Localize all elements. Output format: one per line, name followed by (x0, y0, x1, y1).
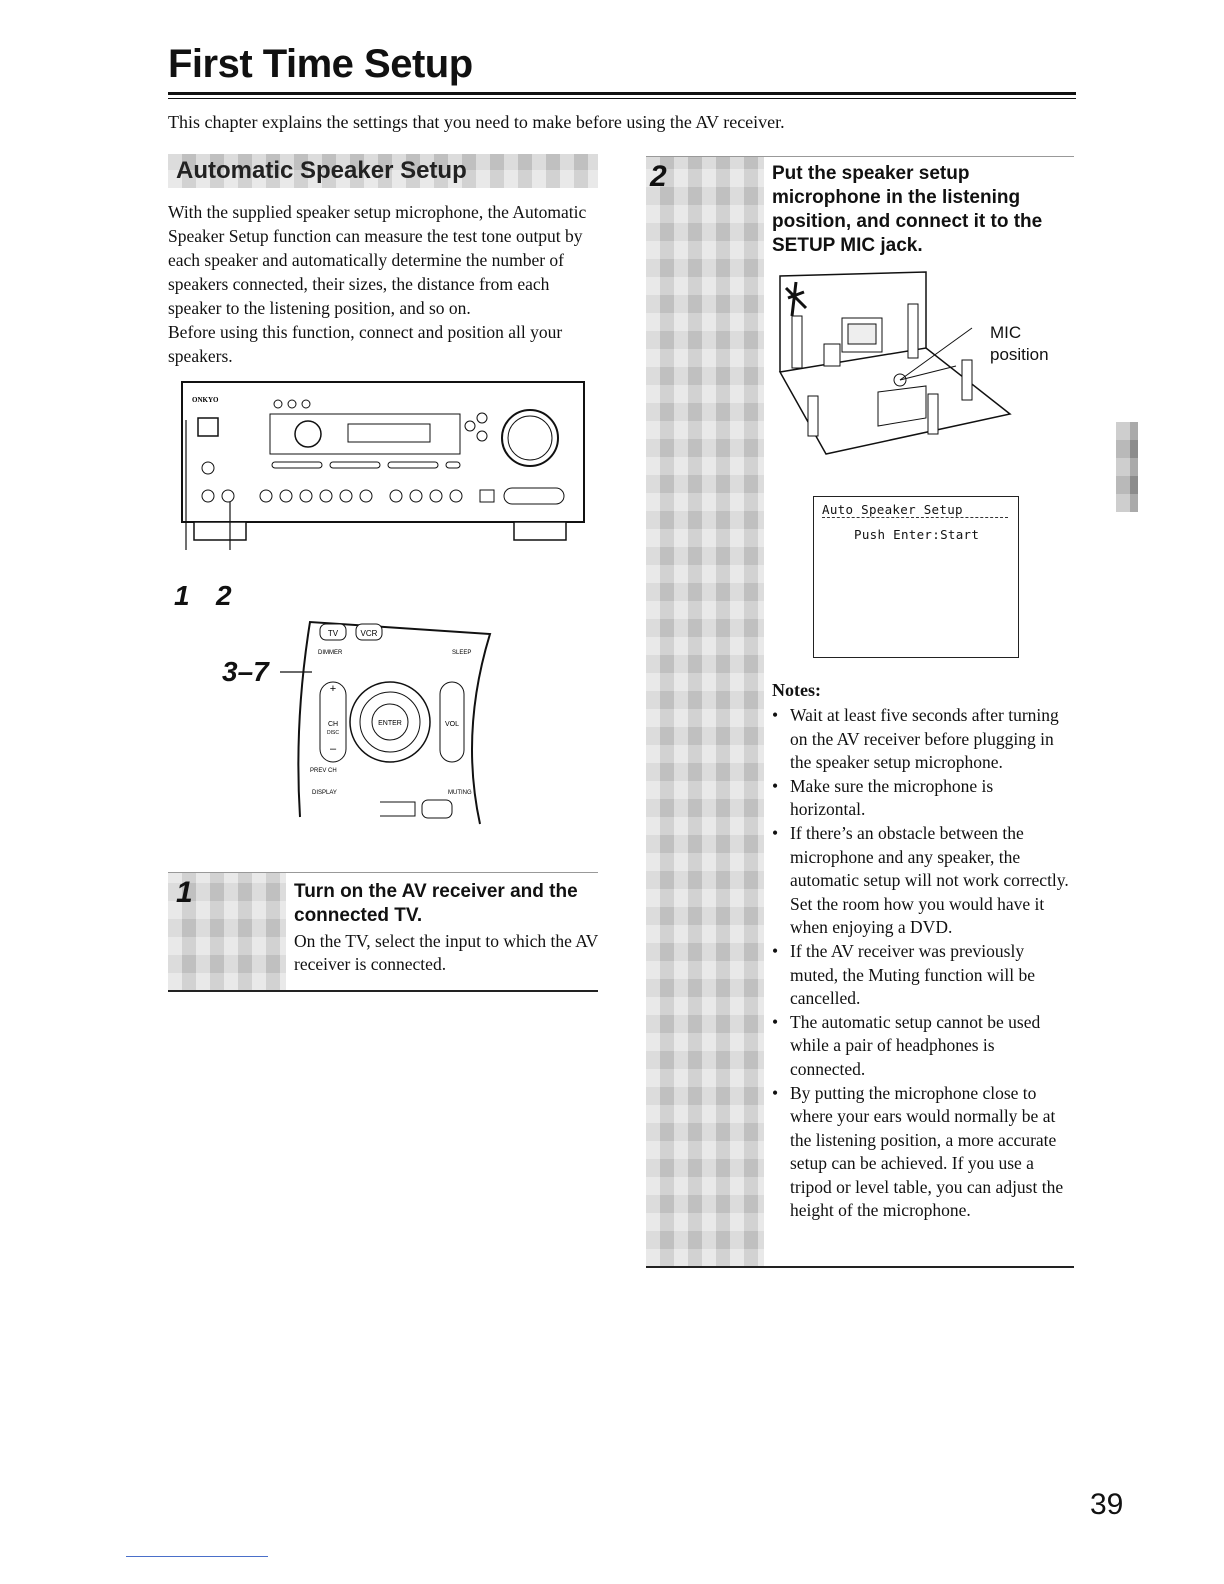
step2-number: 2 (650, 160, 667, 193)
svg-text:DISPLAY: DISPLAY (312, 790, 337, 796)
svg-text:MUTING: MUTING (448, 790, 472, 796)
svg-text:PREV CH: PREV CH (310, 768, 337, 774)
display-divider (822, 517, 1008, 518)
section-paragraph: With the supplied speaker setup microphone, the Automatic Speaker Setup function can measure the test tone output by each speaker and automatically determine the number of speakers connected, their sizes, the distance from each speaker to the listening position, and so on. (168, 202, 587, 318)
svg-text:CH: CH (327, 721, 339, 728)
section-body (168, 200, 600, 368)
title-rule (168, 92, 1076, 95)
receiver-front-panel-illustration (180, 380, 586, 550)
step1-heading: Turn on the AV receiver and the connected TV. (294, 881, 578, 926)
note-item: • If the AV receiver was previously muted, the Muting function will be cancelled. (772, 940, 1070, 1011)
note-item: • The automatic setup cannot be used while a pair of headphones is connected. (772, 1011, 1070, 1082)
svg-text:VOL: VOL (444, 721, 460, 728)
notes-heading: Notes: (772, 680, 821, 700)
step1-bottom-rule (168, 990, 598, 992)
footer-line (126, 1556, 268, 1557)
step1-body: On the TV, select the input to which the AV receiver is connected. (294, 931, 598, 974)
title-rule-thin (168, 98, 1076, 99)
display-line-1: Auto Speaker Setup (822, 502, 963, 517)
note-item: • If there’s an obstacle between the microphone and any speaker, the automatic setup will not work correctly. Set the room how you would have it when enjoying a DVD. (772, 822, 1070, 940)
svg-text:VCR: VCR (360, 629, 378, 638)
step2-number-panel (646, 157, 764, 1267)
step2-heading: Put the speaker setup microphone in the listening position, and connect it to the SETUP MIC jack. (772, 163, 1043, 256)
callout-2: 2 (216, 580, 232, 611)
svg-text:–: – (329, 743, 337, 755)
svg-text:DIMMER: DIMMER (318, 650, 343, 656)
note-item: • Make sure the microphone is horizontal. (772, 775, 1070, 822)
display-screen (813, 496, 1019, 658)
receiver-brand: ONKYO (192, 396, 219, 404)
svg-text:SLEEP: SLEEP (452, 650, 472, 656)
callout-1: 1 (174, 580, 190, 611)
display-line-2: Push Enter:Start (854, 527, 980, 542)
mic-position-label (990, 322, 1049, 366)
svg-text:DISC: DISC (327, 730, 339, 736)
svg-text:+: + (329, 683, 337, 695)
callout-3-7: 3–7 (222, 656, 269, 687)
notes-list (772, 704, 1070, 1223)
step1-number: 1 (176, 876, 193, 909)
step2-bottom-rule (646, 1266, 1074, 1268)
page-title: First Time Setup (168, 42, 473, 86)
page-number: 39 (1090, 1488, 1124, 1521)
note-item: • Wait at least five seconds after turning on the AV receiver before plugging in the speaker setup microphone. (772, 704, 1070, 775)
listening-room-illustration (776, 268, 1012, 460)
chapter-side-tab (1116, 422, 1138, 512)
section-title: Automatic Speaker Setup (176, 157, 467, 184)
svg-text:ENTER: ENTER (378, 720, 402, 727)
mic-label: MIC (990, 323, 1022, 342)
remote-control-illustration (280, 612, 580, 827)
note-item: • By putting the microphone close to where your ears would normally be at the listening position, a more accurate setup can be achieved. If you use a tripod or level table, you can adjust the height of the microphone. (772, 1082, 1070, 1224)
section-paragraph: Before using this function, connect and position all your speakers. (168, 322, 563, 366)
intro-text: This chapter explains the settings that you need to make before using the AV receiver. (168, 112, 785, 132)
svg-text:TV: TV (327, 629, 339, 638)
position-label: position (990, 345, 1049, 364)
